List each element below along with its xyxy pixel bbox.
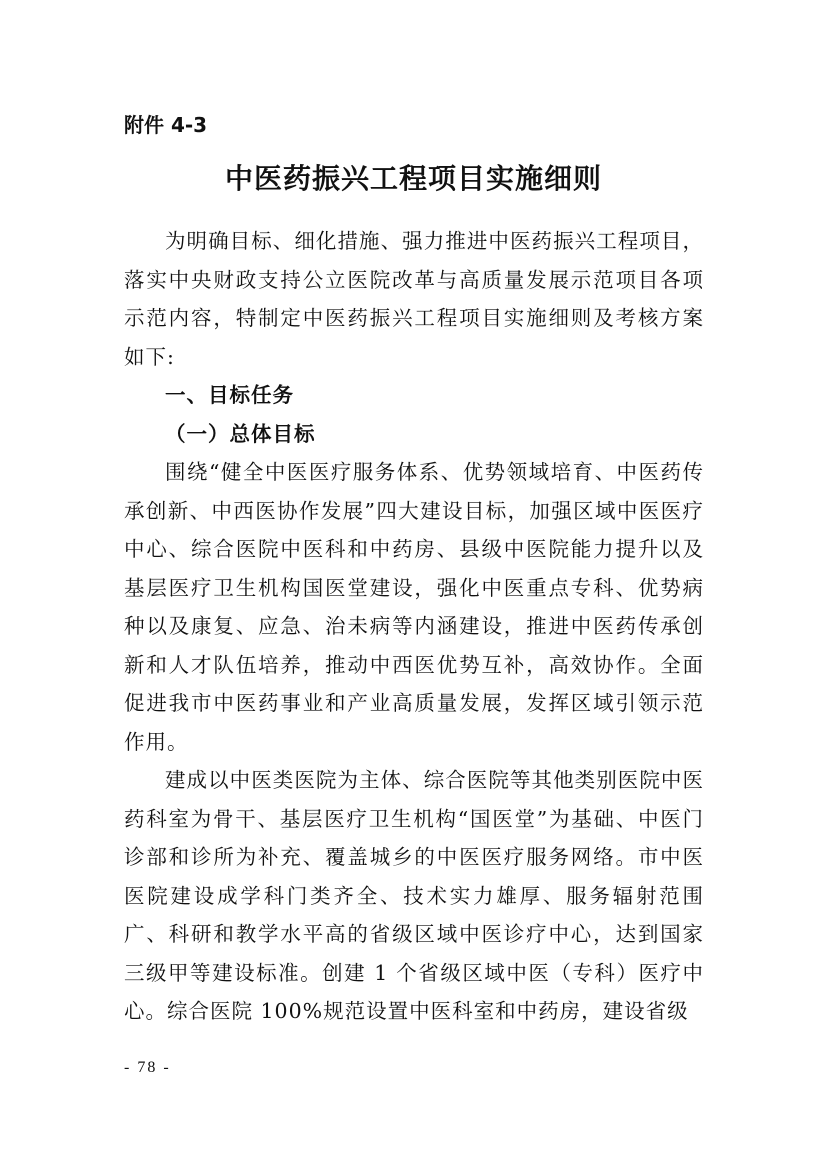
attachment-label: 附件 4-3 — [124, 113, 208, 137]
document-title: 中医药振兴工程项目实施细则 — [224, 161, 602, 195]
page-number: - 78 - — [124, 1059, 171, 1076]
document-body — [124, 222, 704, 1031]
intro-paragraph: 为明确目标、细化措施、强力推进中医药振兴工程项目，落实中央财政支持公立医院改革与高质量发展示范项目各项示范内容，特制定中医药振兴工程项目实施细则及考核方案如下: — [124, 229, 704, 369]
body-paragraph-2: 建成以中医类医院为主体、综合医院等其他类别医院中医药科室为骨干、基层医疗卫生机构“国医堂”为基础、中医门诊部和诊所为补充、覆盖城乡的中医医疗服务网络。市中医医院建设成学科门类齐全、技术实力雄厚、服务辐射范围广、科研和教学水平高的省级区域中医诊疗中心，达到国家三级甲等建设标准。创建 1 个省级区域中医（专科）医疗中心。综合医院 100%规范设置中医科室和中药房，建设省级 — [124, 768, 704, 1023]
section-heading-objectives: 一、目标任务 — [165, 383, 294, 407]
body-paragraph-1: 围绕“健全中医医疗服务体系、优势领域培育、中医药传承创新、中西医协作发展”四大建设目标，加强区域中医医疗中心、综合医院中医科和中药房、县级中医院能力提升以及基层医疗卫生机构国医堂建设，强化中医重点专科、优势病种以及康复、应急、治未病等内涵建设，推进中医药传承创新和人才队伍培养，推动中西医优势互补，高效协作。全面促进我市中医药事业和产业高质量发展，发挥区域引领示范作用。 — [124, 460, 704, 754]
subsection-heading-overall-goal: （一）总体目标 — [165, 421, 316, 446]
